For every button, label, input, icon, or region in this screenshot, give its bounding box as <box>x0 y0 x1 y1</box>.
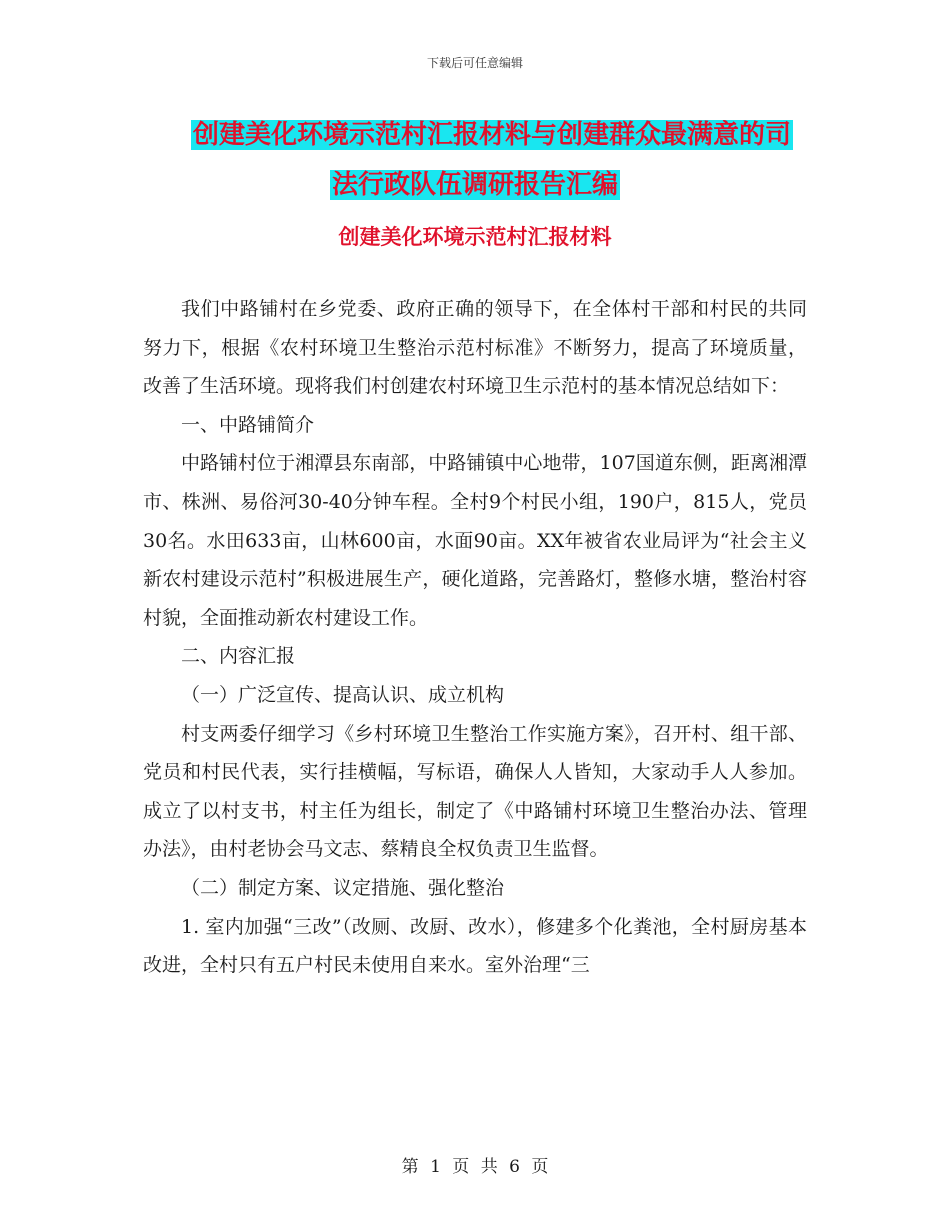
title-line-2: 法行政队伍调研报告汇编 <box>331 170 618 200</box>
title-line-1: 创建美化环境示范村汇报材料与创建群众最满意的司 <box>193 120 792 150</box>
subheading-measures: （二）制定方案、议定措施、强化整治 <box>181 876 505 899</box>
paragraph: 我们中路铺村在乡党委、政府正确的领导下，在全体村干部和村民的共同努力下，根据《农村环境卫生整治示范村标准》不断努力，提高了环境质量，改善了生活环境。现将我们村创建农村环境卫生示范村的基本情况总结如下： <box>143 298 807 398</box>
paragraph: 村支两委仔细学习《乡村环境卫生整治工作实施方案》，召开村、组干部、党员和村民代表，实行挂横幅，写标语，确保人人皆知，大家动手人人参加。成立了以村支书，村主任为组长，制定了《中路铺村环境卫生整治办法、管理办法》，由村老协会马文志、蔡精良全权负责卫生监督。 <box>143 722 807 861</box>
page-footer: 第 1 页 共 6 页 <box>401 1157 549 1177</box>
heading-intro: 一、中路铺简介 <box>181 413 315 436</box>
header-note: 下载后可任意编辑 <box>426 56 523 70</box>
subheading-publicity: （一）广泛宣传、提高认识、成立机构 <box>181 683 505 706</box>
paragraph: 中路铺村位于湘潭县东南部，中路铺镇中心地带，107国道东侧，距离湘潭市、株洲、易俗河30-40分钟车程。全村9个村民小组，190户，815人，党员30名。水田633亩，山林600亩，水面90亩。XX年被省农业局评为“社会主义新农村建设示范村”积极进展生产，硬化道路，完善路灯，整修水塘，整治村容村貌，全面推动新农村建设工作。 <box>143 452 807 629</box>
document-title <box>143 110 807 210</box>
heading-report: 二、内容汇报 <box>181 645 296 668</box>
paragraph: 1. 室内加强“三改”（改厕、改厨、改水），修建多个化粪池，全村厨房基本改进，全村只有五户村民未使用自来水。室外治理“三 <box>143 915 807 977</box>
section-title: 创建美化环境示范村汇报材料 <box>338 224 612 249</box>
document-body <box>143 290 807 985</box>
